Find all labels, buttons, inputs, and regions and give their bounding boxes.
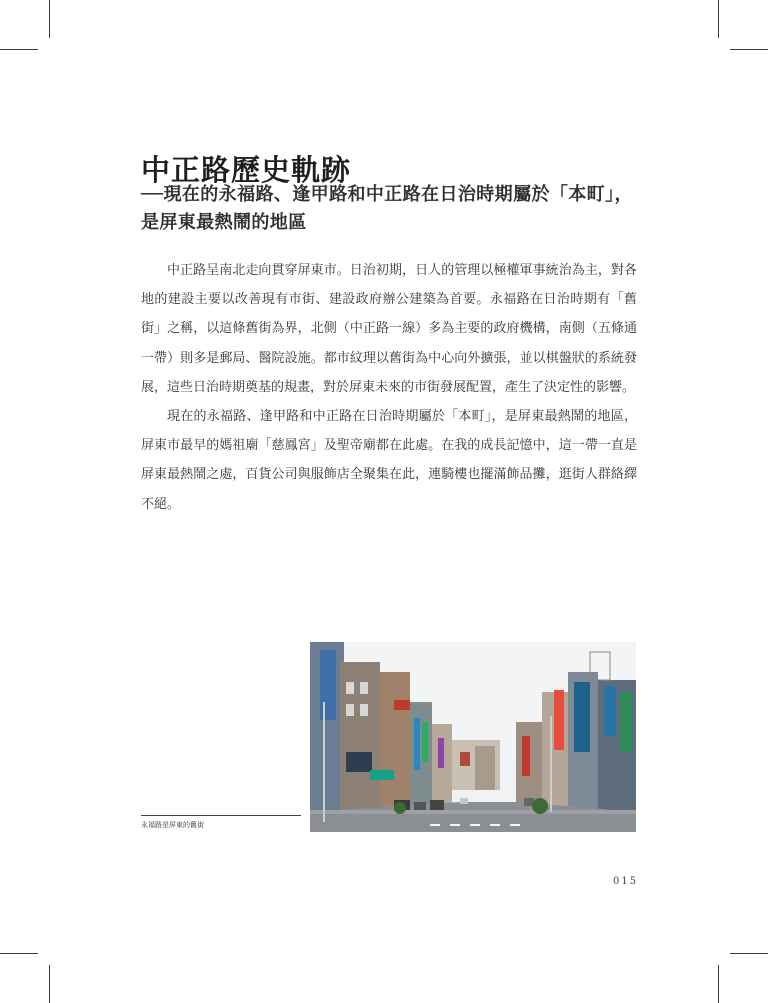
crop-mark-top-left-horizontal xyxy=(0,49,38,50)
body-paragraph-2: 現在的永福路、逢甲路和中正路在日治時期屬於「本町」，是屏東最熱鬧的地區，屏東市最早的媽祖廟「慈鳳宮」及聖帝廟都在此處。在我的成長記憶中，這一帶一直是屏東最熱鬧之處，百貨公司與服飾店全聚集在此，連騎樓也擺滿飾品攤，逛街人群絡繹不絕。 xyxy=(141,409,637,512)
crop-mark-bottom-left-vertical xyxy=(49,965,50,1003)
street-photo xyxy=(310,642,636,832)
article-body xyxy=(141,256,637,519)
crop-mark-top-right-vertical xyxy=(718,0,719,38)
caption-rule xyxy=(141,815,301,816)
crop-mark-bottom-right-horizontal xyxy=(730,953,768,954)
page-subtitle-line-1: ──現在的永福路、逢甲路和中正路在日治時期屬於「本町」， xyxy=(141,184,633,205)
photo-caption: 永福路是屏東的舊街 xyxy=(141,821,204,829)
crop-mark-bottom-right-vertical xyxy=(718,965,719,1003)
page-number: 015 xyxy=(613,876,639,887)
street-scene-illustration xyxy=(310,642,636,832)
crop-mark-top-right-horizontal xyxy=(730,49,768,50)
body-paragraph-1: 中正路呈南北走向貫穿屏東市。日治初期，日人的管理以極權軍事統治為主，對各地的建設主要以改善現有市街、建設政府辦公建築為首要。永福路在日治時期有「舊街」之稱，以這條舊街為界，北側（中正路一線）多為主要的政府機構，南側（五條通一帶）則多是郵局、醫院設施。都市紋理以舊街為中心向外擴張，並以棋盤狀的系統發展，這些日治時期奠基的規畫，對於屏東未來的市街發展配置，產生了決定性的影響。 xyxy=(141,263,637,395)
crop-mark-top-left-vertical xyxy=(49,0,50,38)
crop-mark-bottom-left-horizontal xyxy=(0,953,38,954)
page-title: 中正路歷史軌跡 xyxy=(141,153,352,187)
page-subtitle-line-2: 是屏東最熱鬧的地區 xyxy=(141,212,307,233)
